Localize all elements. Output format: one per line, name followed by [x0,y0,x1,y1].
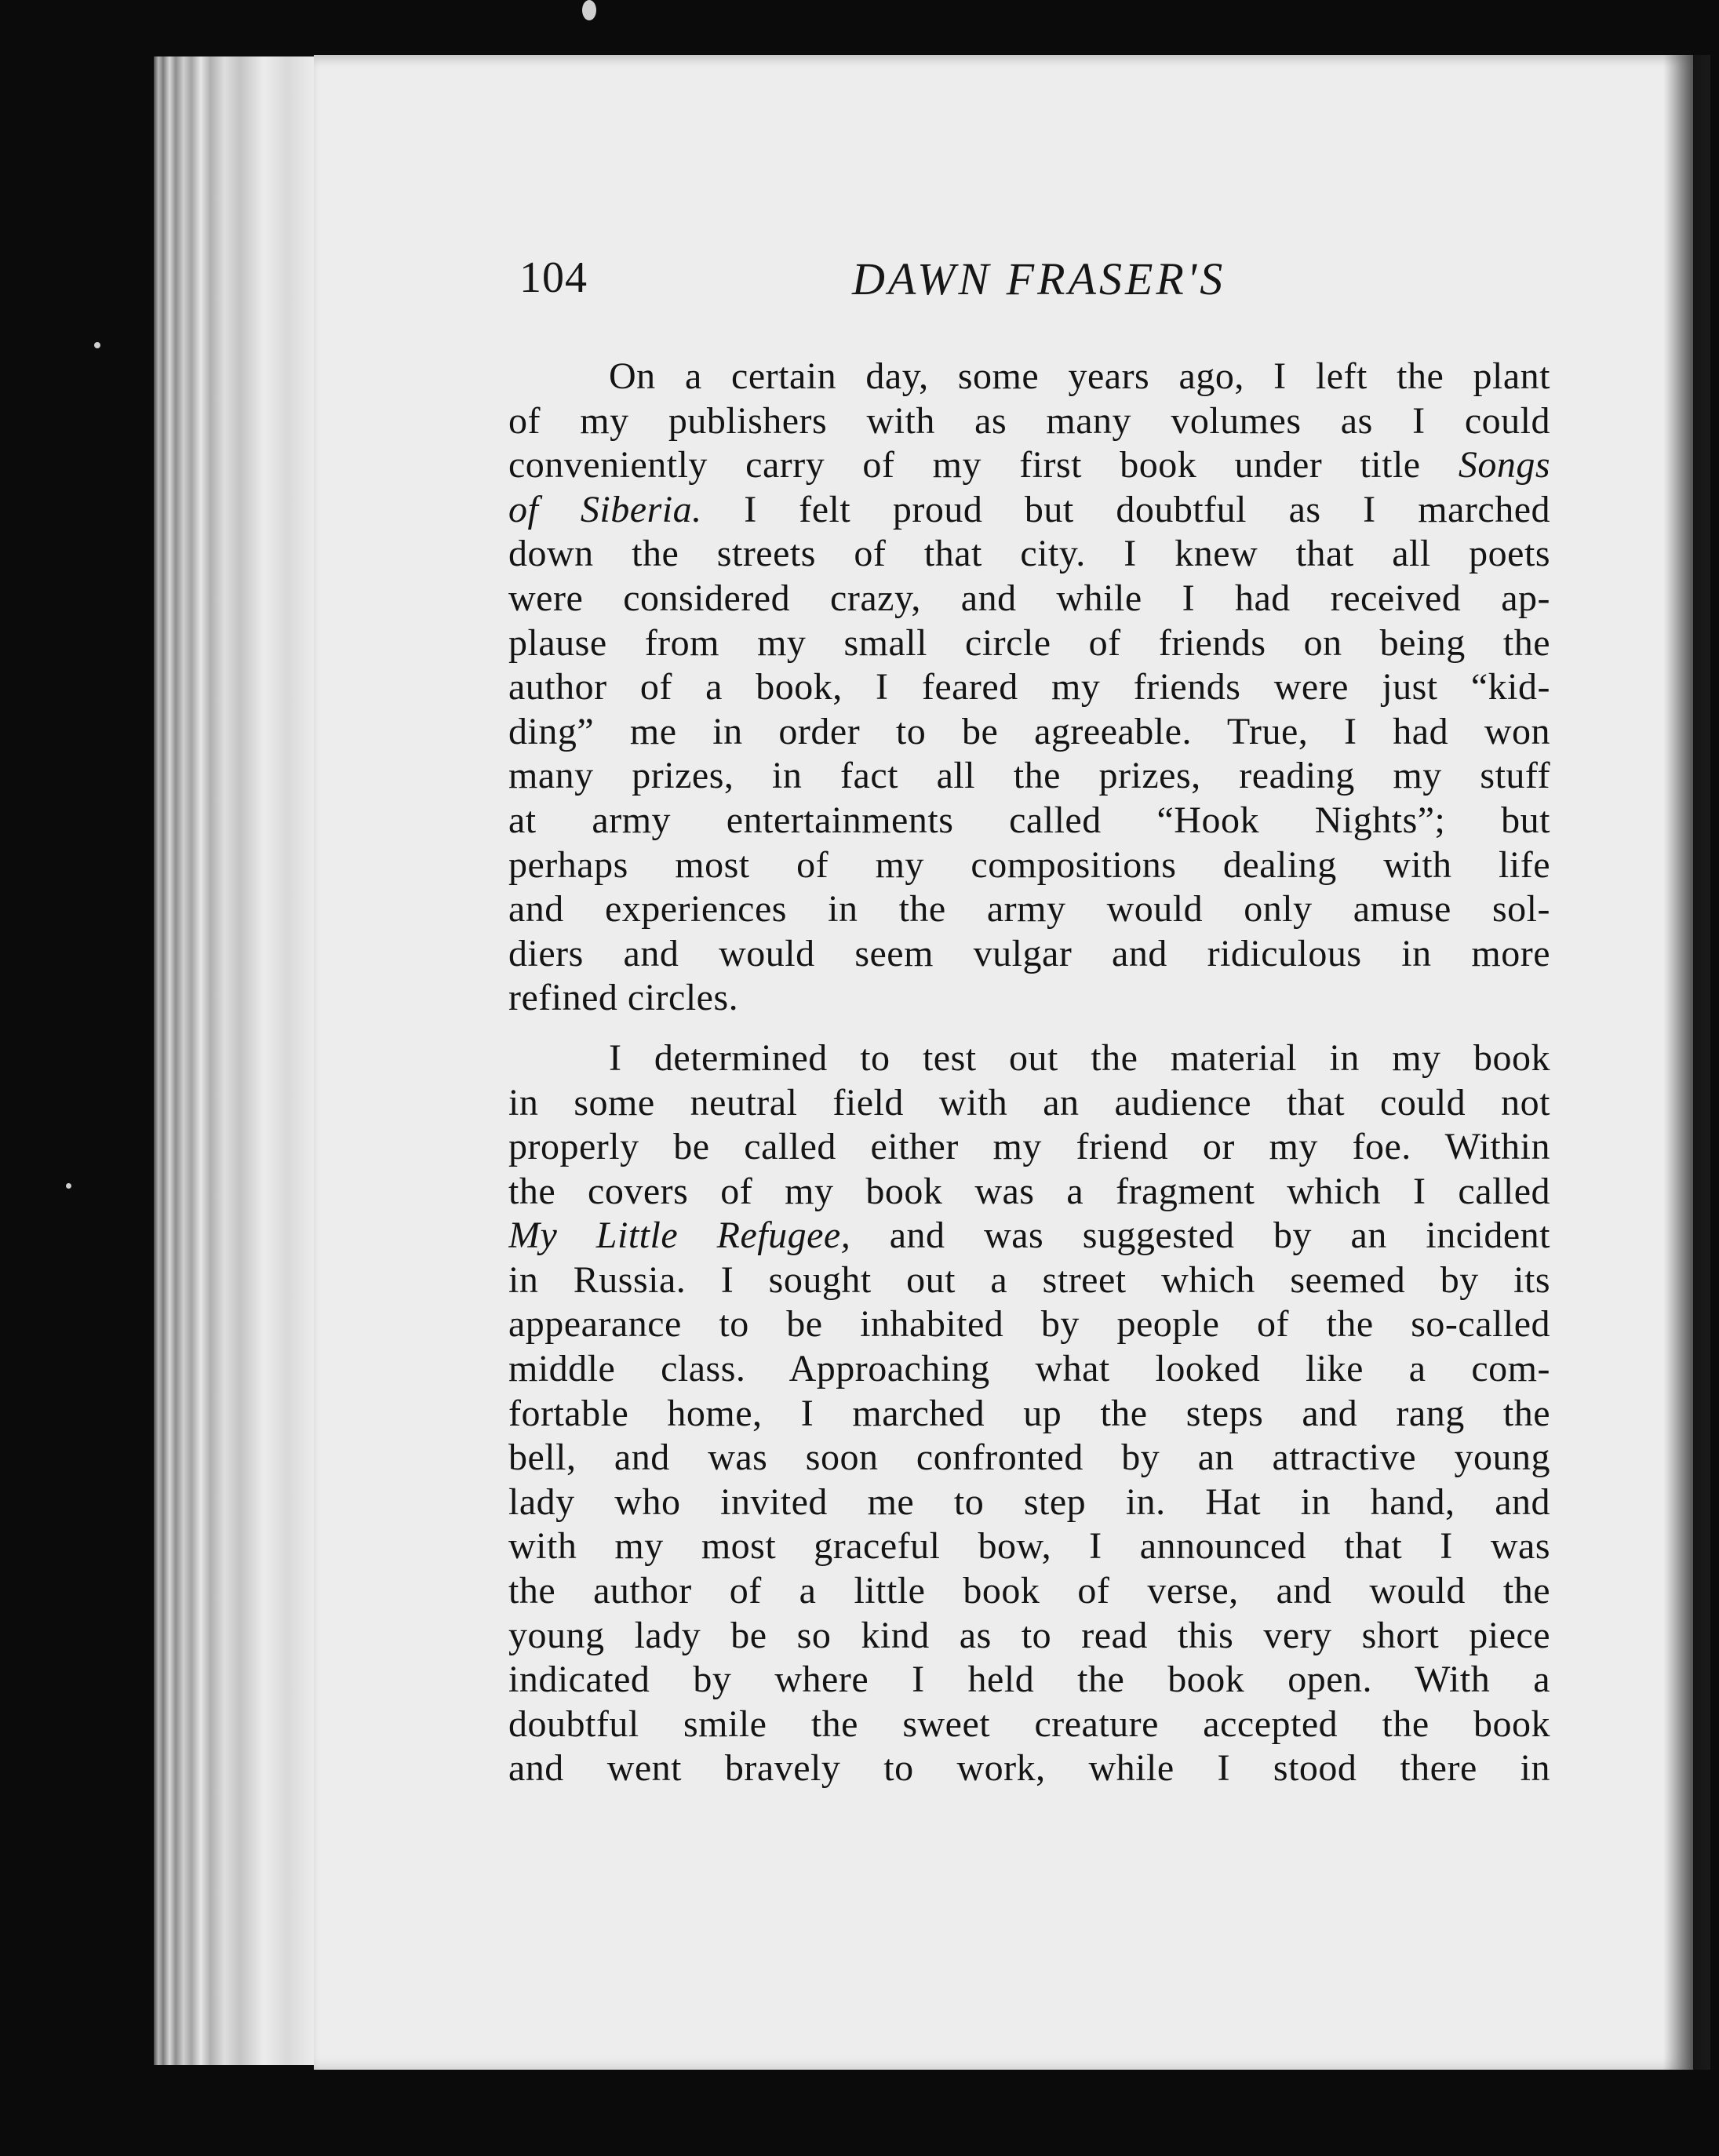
text-line: perhaps most of my compositions dealing with life [508,843,1550,886]
text-line: fortable home, I marched up the steps and rang the [508,1392,1550,1434]
gutter-shadow [1663,55,1710,2070]
page-number: 104 [519,253,588,302]
text-line: with my most graceful bow, I announced that I was [508,1525,1550,1568]
text-line: at army entertainments called “Hook Nights”; but [508,799,1550,841]
text-line: refined circles. [508,977,739,1019]
body-text [508,355,1550,1791]
text-line: young lady be so kind as to read this very short piece [508,1614,1550,1656]
running-head [519,253,1553,323]
text-line: indicated by where I held the book open. With a [508,1659,1550,1701]
text-line: author of a book, I feared my friends were just “kid- [508,666,1550,708]
text-line: diers and would seem vulgar and ridiculous in more [508,932,1550,974]
text-line: were considered crazy, and while I had received ap- [508,577,1550,619]
text-line: bell, and was soon confronted by an attractive young [508,1437,1550,1479]
text-line: appearance to be inhabited by people of the so-called [508,1303,1550,1346]
dust-speck [94,342,100,348]
text-line: doubtful smile the sweet creature accepted the book [508,1703,1550,1745]
text-line: of Siberia. I felt proud but doubtful as I marched [508,488,1550,530]
text-line: plause from my small circle of friends on being the [508,621,1550,664]
text-line: middle class. Approaching what looked like a com- [508,1348,1550,1390]
text-line: I determined to test out the material in my book [609,1036,1550,1079]
text-line: On a certain day, some years ago, I left the plant [609,355,1550,397]
text-line: My Little Refugee, and was suggested by an incident [508,1215,1550,1257]
text-line: and experiences in the army would only amuse sol- [508,888,1550,931]
text-line: many prizes, in fact all the prizes, reading my stuff [508,755,1550,797]
text-line: of my publishers with as many volumes as I could [508,399,1550,442]
text-line: the author of a little book of verse, and would the [508,1570,1550,1612]
dust-speck [582,0,596,20]
text-line: ding” me in order to be agreeable. True, I had won [508,710,1550,752]
dust-speck [66,1183,71,1189]
text-line: down the streets of that city. I knew that all poets [508,533,1550,575]
text-line: lady who invited me to step in. Hat in hand, and [508,1480,1550,1523]
text-line: in Russia. I sought out a street which seemed by its [508,1258,1550,1301]
text-line: in some neutral field with an audience that could not [508,1081,1550,1124]
running-title: DAWN FRASER'S [852,253,1226,304]
paragraph [508,1036,1550,1791]
text-line: and went bravely to work, while I stood there in [508,1747,1550,1790]
page-edges [154,56,319,2065]
paragraph [508,355,1550,1021]
text-line: properly be called either my friend or my foe. Within [508,1126,1550,1168]
text-line: conveniently carry of my first book under title Songs [508,444,1550,486]
text-line: the covers of my book was a fragment which I called [508,1170,1550,1212]
